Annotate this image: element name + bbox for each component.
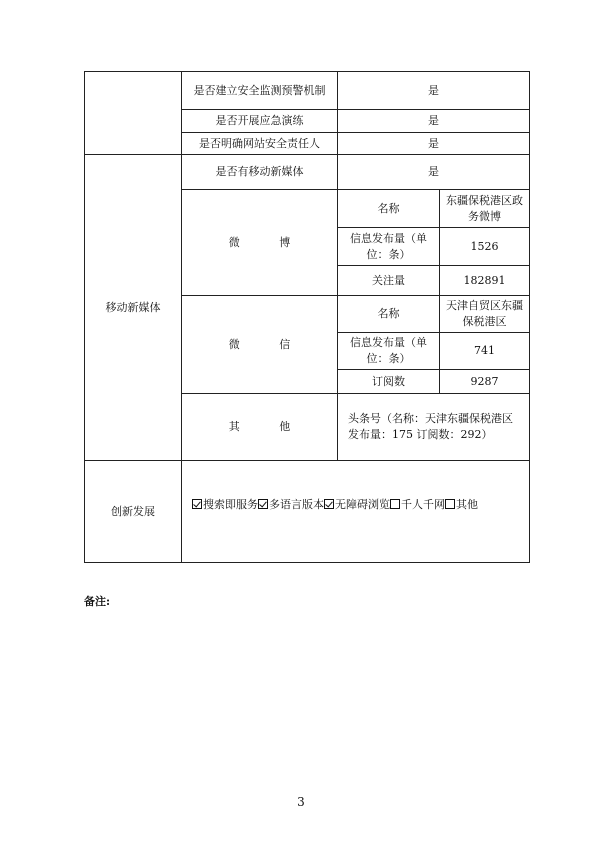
wechat-posts-value: 741 xyxy=(440,333,530,370)
innovation-options xyxy=(182,461,530,563)
weibo-posts-value: 1526 xyxy=(440,228,530,266)
wechat-name-label: 名称 xyxy=(338,296,440,333)
other-media-value: 头条号（名称：天津东疆保税港区 发布量：175 订阅数：292） xyxy=(338,394,530,461)
option-label: 搜索即服务 xyxy=(203,498,258,511)
innovation-section: 创新发展 xyxy=(85,461,182,563)
innovation-option[interactable] xyxy=(390,498,445,511)
checkbox-icon[interactable] xyxy=(445,499,455,509)
has-mobile-media-label: 是否有移动新媒体 xyxy=(182,155,338,190)
checkbox-icon[interactable] xyxy=(192,499,202,509)
weibo-name-value: 东疆保税港区政务微博 xyxy=(440,190,530,228)
emergency-drill-value: 是 xyxy=(338,110,530,133)
report-table xyxy=(84,71,530,563)
weibo-name-label: 名称 xyxy=(338,190,440,228)
innovation-option[interactable] xyxy=(192,498,258,511)
innovation-option[interactable] xyxy=(445,498,478,511)
page-number: 3 xyxy=(297,795,305,809)
weibo-followers-label: 关注量 xyxy=(338,266,440,296)
checkbox-icon[interactable] xyxy=(390,499,400,509)
security-owner-value: 是 xyxy=(338,133,530,155)
weibo-posts-label: 信息发布量（单位：条） xyxy=(338,228,440,266)
wechat-label: 微 信 xyxy=(182,296,338,394)
monitoring-warning-value: 是 xyxy=(338,72,530,110)
checkbox-icon[interactable] xyxy=(258,499,268,509)
checkbox-icon[interactable] xyxy=(324,499,334,509)
notes-label: 备注: xyxy=(84,595,111,608)
wechat-posts-label: 信息发布量（单位：条） xyxy=(338,333,440,370)
option-label: 其他 xyxy=(456,498,478,511)
section-cell-empty xyxy=(85,72,182,155)
innovation-option[interactable] xyxy=(324,498,390,511)
mobile-media-section: 移动新媒体 xyxy=(85,155,182,461)
option-label: 千人千网 xyxy=(401,498,445,511)
emergency-drill-label: 是否开展应急演练 xyxy=(182,110,338,133)
wechat-name-value: 天津自贸区东疆保税港区 xyxy=(440,296,530,333)
wechat-subs-value: 9287 xyxy=(440,370,530,394)
innovation-option[interactable] xyxy=(258,498,324,511)
monitoring-warning-label: 是否建立安全监测预警机制 xyxy=(182,72,338,110)
weibo-label: 微 博 xyxy=(182,190,338,296)
wechat-subs-label: 订阅数 xyxy=(338,370,440,394)
security-owner-label: 是否明确网站安全责任人 xyxy=(182,133,338,155)
other-media-label: 其 他 xyxy=(182,394,338,461)
option-label: 多语言版本 xyxy=(269,498,324,511)
has-mobile-media-value: 是 xyxy=(338,155,530,190)
weibo-followers-value: 182891 xyxy=(440,266,530,296)
option-label: 无障碍浏览 xyxy=(335,498,390,511)
